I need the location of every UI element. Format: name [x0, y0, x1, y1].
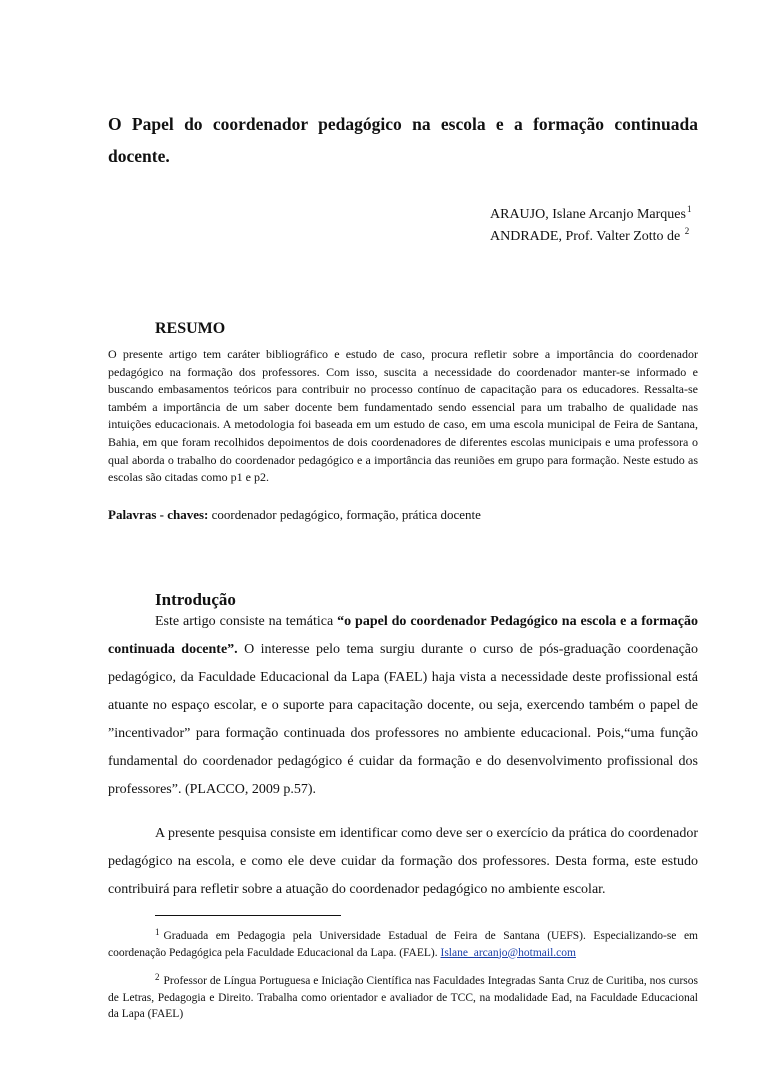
footnote-2	[108, 969, 698, 1023]
footnote-1	[108, 924, 698, 961]
footnote-text: Professor de Língua Portuguesa e Iniciação Científica nas Faculdades Integradas Santa Cruz de Curitiba, nos cursos de Letras, Pedagogia e Direito. Trabalha como orientador e avaliador de TCC, na modalidade Ead, na Faculdade Educacional da Lapa (FAEL)	[108, 975, 698, 1020]
footnote-number: 2	[155, 972, 160, 982]
intro-paragraph-1	[108, 608, 698, 804]
author-name: ANDRADE, Prof. Valter Zotto de	[490, 229, 681, 244]
footnote-text: Graduada em Pedagogia pela Universidade Estadual de Feira de Santana (UEFS). Especializando-se em coordenação Pedagógica pela Faculdade Educacional da Lapa. (FAEL).	[108, 930, 698, 959]
author-line	[490, 220, 710, 242]
footnote-separator	[155, 915, 341, 916]
keywords-label: Palavras - chaves:	[108, 507, 209, 522]
keywords	[108, 507, 698, 523]
p1-bold: “o papel do coordenador Pedagógico na escola e a formação continuada docente”.	[108, 614, 698, 657]
footnote-ref[interactable]: 1	[686, 204, 692, 214]
article-title: O Papel do coordenador pedagógico na escola e a formação continuada docente.	[108, 114, 698, 166]
author-list	[490, 198, 710, 242]
p1-lead: Este artigo consiste na temática	[155, 614, 338, 629]
keywords-text: coordenador pedagógico, formação, prática docente	[211, 507, 481, 522]
author-line	[490, 198, 710, 220]
p1-rest: O interesse pelo tema surgiu durante o curso de pós-graduação coordenação pedagógico, da Faculdade Educacional da Lapa (FAEL) haja vista a necessidade deste profissional está atuante no espaço escolar, e o suporte para capacitação docente, ou seja, exercendo também o papel de ”incentivador” para formação continuada dos professores no ambiente educacional. Pois,“uma função fundamental do coordenador pedagógico é cuidar da formação e do desenvolvimento profissional dos professores”. (PLACCO, 2009 p.57).	[108, 642, 698, 797]
intro-paragraph-2: A presente pesquisa consiste em identificar como deve ser o exercício da prática do coordenador pedagógico na escola, e como ele deve cuidar da formação dos professores. Desta forma, este estudo contribuirá para refletir sobre a atuação do coordenador pedagógico no ambiente escolar.	[108, 826, 698, 897]
footnote-ref[interactable]: 2	[684, 226, 690, 236]
author-name: ARAUJO, Islane Arcanjo Marques	[490, 207, 686, 222]
email-link[interactable]: Islane_arcanjo@hotmail.com	[440, 946, 576, 959]
introducao-heading: Introdução	[155, 590, 236, 609]
footnote-number: 1	[155, 927, 160, 937]
resumo-text: O presente artigo tem caráter bibliográfico e estudo de caso, procura refletir sobre a importância do coordenador pedagógico na formação dos professores. Com isso, suscita a necessidade do coordenador manter-se informado e buscando embasamentos teóricos para contribuir no processo contínuo de capacitação para os educadores. Ressalta-se também a importância de um saber docente bem fundamentado sendo essencial para um trabalho de qualidade nas intuições educacionais. A metodologia foi baseada em um estudo de caso, em uma escola municipal de Feira de Santana, Bahia, em que foram recolhidos depoimentos de dois coordenadores de diferentes escolas municipais e uma professora o qual aborda o trabalho do coordenador pedagógico e a importância das reuniões em grupo para formação. Neste estudo as escolas são citadas como p1 e p2.	[108, 347, 698, 485]
resumo-heading: RESUMO	[155, 320, 226, 337]
